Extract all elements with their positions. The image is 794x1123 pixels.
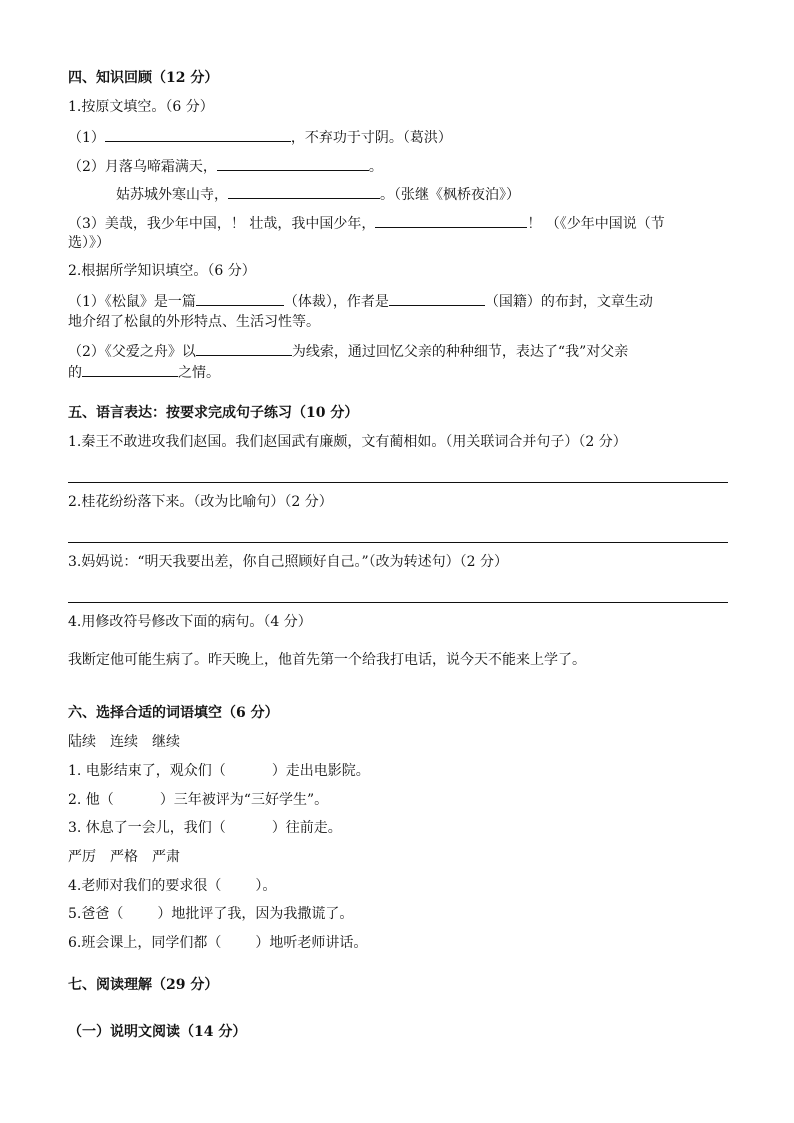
- item-text: 的: [68, 365, 82, 381]
- choice-sentence-4: [68, 876, 276, 896]
- item-text: 。（张继《枫桥夜泊》）: [380, 187, 520, 203]
- answer-blank[interactable]: [389, 290, 485, 306]
- item-text: 1. 电影结束了，观众们（: [68, 763, 226, 779]
- choice-sentence-6: [68, 933, 367, 953]
- item-text: （2）《父爱之舟》以: [68, 344, 196, 360]
- question-4-1: 1.按原文填空。（6 分）: [68, 99, 214, 115]
- question-5-3: 3.妈妈说：“明天我要出差，你自己照顾好自己。”（改为转述句）（2 分）: [68, 554, 509, 570]
- fill-line-5-cont: 地介绍了松鼠的外形特点、生活习性等。: [68, 314, 320, 330]
- item-text: 。: [368, 159, 383, 175]
- item-text: 2. 他（: [68, 792, 114, 808]
- item-text: 5.爸爸（: [68, 906, 124, 922]
- fill-line-6-cont: [68, 361, 220, 383]
- item-text: ）走出电影院。: [271, 763, 370, 779]
- word-choices-1: 陆续 连续 继续: [68, 734, 180, 750]
- item-text: 姑苏城外寒山寺，: [116, 187, 228, 203]
- answer-blank[interactable]: [375, 212, 527, 228]
- choice-sentence-5: [68, 904, 353, 924]
- answer-blank[interactable]: [82, 361, 178, 377]
- choice-sentence-1: [68, 761, 370, 781]
- answer-line[interactable]: [68, 482, 728, 483]
- item-text: ）往前走。: [271, 820, 342, 836]
- fill-line-2: [68, 155, 383, 177]
- item-text: 3. 休息了一会儿，我们（: [68, 820, 226, 836]
- item-text: （体裁），作者是: [283, 294, 389, 310]
- choice-sentence-3: [68, 818, 342, 838]
- section-6-title: 六、选择合适的词语填空（6 分）: [68, 705, 279, 721]
- item-text: （1）《松鼠》是一篇: [68, 294, 196, 310]
- answer-blank[interactable]: [217, 155, 369, 171]
- item-text: 之情。: [178, 365, 220, 381]
- item-text: ）。: [255, 878, 277, 894]
- section-5-title: 五、语言表达：按要求完成句子练习（10 分）: [68, 405, 359, 421]
- item-text: 4.老师对我们的要求很（: [68, 878, 222, 894]
- answer-blank[interactable]: [196, 340, 292, 356]
- item-label: （1）: [68, 130, 105, 146]
- answer-line[interactable]: [68, 542, 728, 543]
- item-text: ）三年被评为“三好学生”。: [159, 792, 329, 808]
- section-7-sub-1: （一）说明文阅读（14 分）: [68, 1024, 247, 1040]
- fill-line-6: [68, 340, 628, 362]
- fill-line-4: [68, 212, 665, 234]
- item-text: （3）美哉，我少年中国，！ 壮哉，我中国少年，: [68, 216, 376, 232]
- answer-blank[interactable]: [105, 126, 291, 142]
- item-text: ）地听老师讲话。: [255, 935, 368, 951]
- item-text: ）地批评了我，因为我撒谎了。: [157, 906, 354, 922]
- fill-line-3: [116, 183, 520, 205]
- fill-line-5: [68, 290, 653, 312]
- choice-sentence-2: [68, 790, 328, 810]
- word-choices-2: 严厉 严格 严肃: [68, 849, 180, 865]
- item-text: 6.班会课上，同学们都（: [68, 935, 222, 951]
- answer-blank[interactable]: [228, 183, 380, 199]
- answer-blank[interactable]: [196, 290, 284, 306]
- section-7-title: 七、阅读理解（29 分）: [68, 977, 219, 993]
- fill-line-1: [68, 126, 452, 148]
- fill-line-4-cont: 选）》）: [68, 235, 110, 251]
- item-text: （2）月落乌啼霜满天，: [68, 159, 217, 175]
- item-text: 为线索，通过回忆父亲的种种细节，表达了“我”对父亲: [291, 344, 629, 360]
- answer-line[interactable]: [68, 602, 728, 603]
- question-5-4: 4.用修改符号修改下面的病句。（4 分）: [68, 614, 312, 630]
- item-text: ，不弃功于寸阴。（葛洪）: [290, 130, 452, 146]
- section-4-title: 四、知识回顾（12 分）: [68, 70, 219, 86]
- question-5-1: 1.秦王不敢进攻我们赵国。我们赵国武有廉颇，文有蔺相如。（用关联词合并句子）（2 分）: [68, 434, 627, 450]
- sick-sentence: 我断定他可能生病了。昨天晚上，他首先第一个给我打电话，说今天不能来上学了。: [68, 652, 586, 668]
- question-4-2: 2.根据所学知识填空。（6 分）: [68, 263, 256, 279]
- question-5-2: 2.桂花纷纷落下来。（改为比喻句）（2 分）: [68, 494, 333, 510]
- item-text: ！ （《少年中国说（节: [527, 216, 665, 232]
- item-text: （国籍）的布封，文章生动: [484, 294, 653, 310]
